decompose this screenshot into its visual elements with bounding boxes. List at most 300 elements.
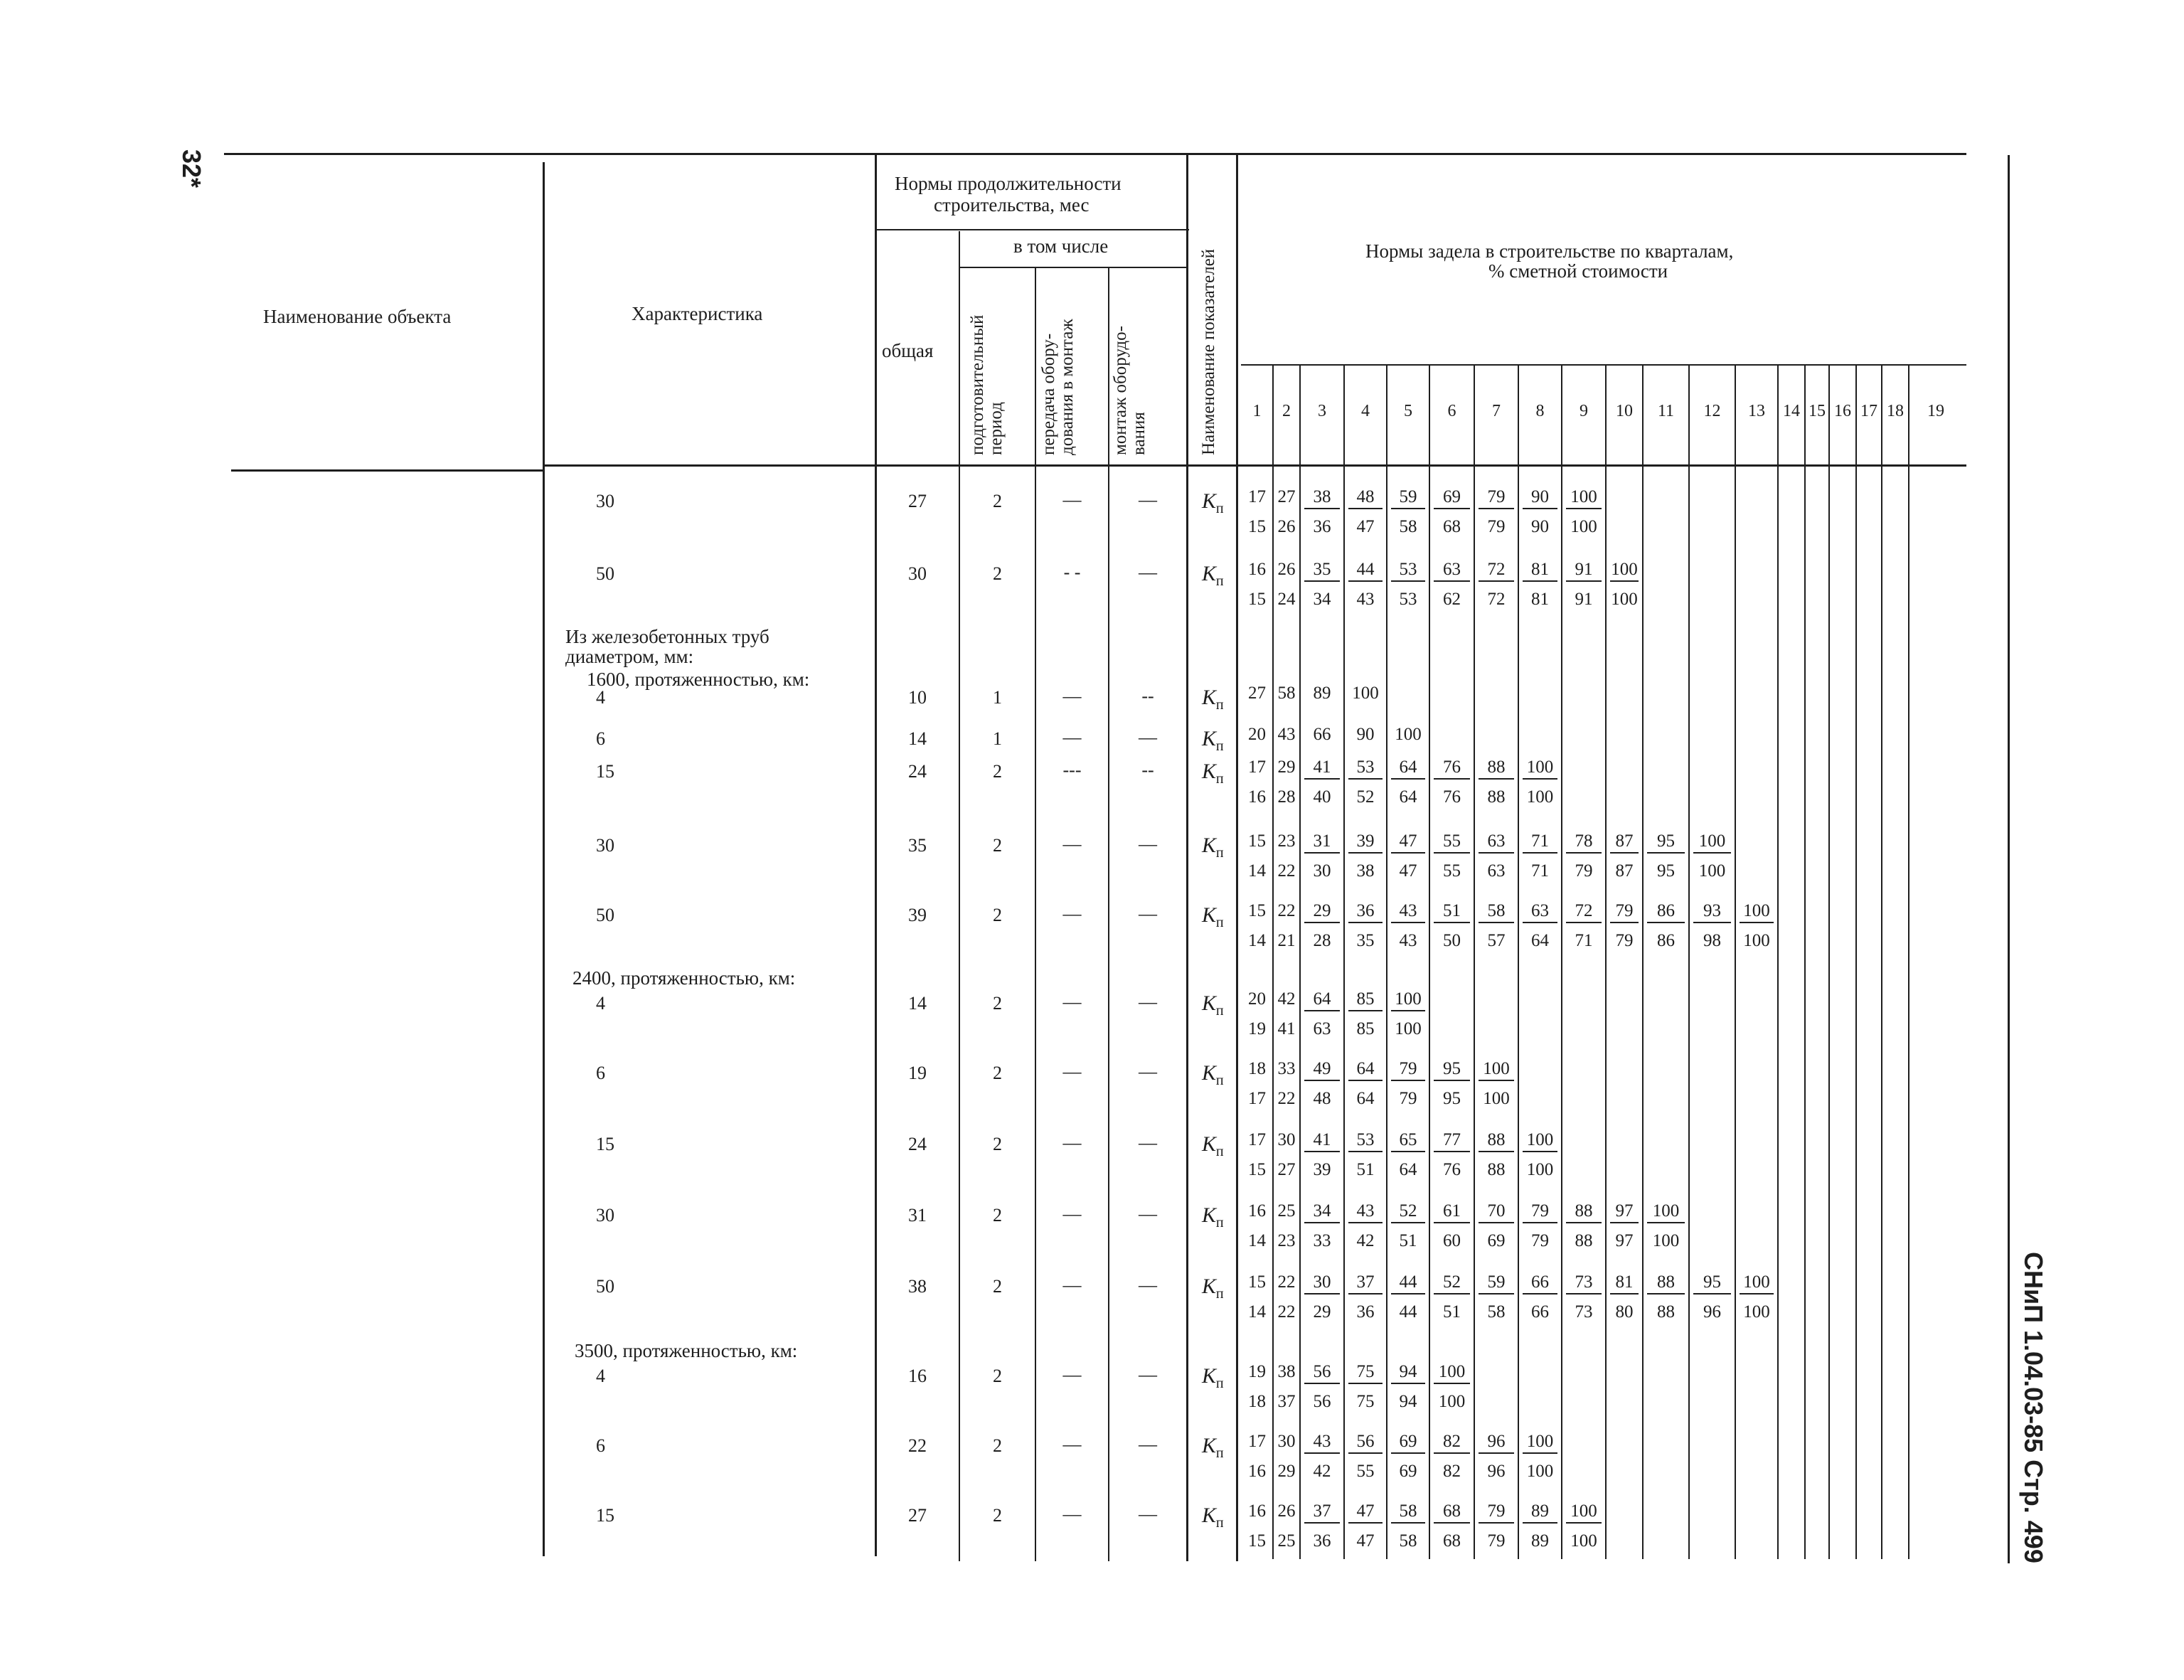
row-total-duration: 24 <box>908 1134 927 1154</box>
backlog-value-top: 39 <box>1356 831 1375 851</box>
backlog-value-bottom: 16 <box>1248 787 1266 807</box>
backlog-value-top: 63 <box>1443 560 1461 579</box>
backlog-value-top: 25 <box>1277 1201 1296 1221</box>
quarter-number: 14 <box>1783 402 1800 420</box>
header-install-line1: монтаж оборудо- <box>1111 326 1130 455</box>
backlog-value-top: 29 <box>1277 757 1296 777</box>
backlog-value-top: 75 <box>1356 1362 1375 1381</box>
backlog-value-top: 95 <box>1657 831 1675 851</box>
row-equip-install: — <box>1139 991 1157 1012</box>
fraction-bar <box>1348 1522 1383 1524</box>
backlog-value-top: 18 <box>1248 1059 1266 1078</box>
indicator-symbol: К <box>1202 1504 1216 1527</box>
row-equip-install: — <box>1139 1364 1157 1385</box>
backlog-value-top: 100 <box>1526 1432 1554 1451</box>
quarter-number: 5 <box>1404 402 1412 420</box>
backlog-value-bottom: 33 <box>1313 1231 1331 1250</box>
backlog-value-bottom: 55 <box>1356 1462 1375 1481</box>
indicator-symbol: К <box>1202 760 1216 783</box>
fraction-bar <box>1523 1522 1557 1524</box>
quarter-col-rule <box>1908 364 1909 1559</box>
fraction-bar <box>1391 778 1425 780</box>
quarter-number: 16 <box>1834 402 1851 420</box>
row-equip-install: — <box>1139 1203 1157 1224</box>
backlog-value-top: 42 <box>1277 989 1296 1009</box>
col-rule-total-left <box>875 155 877 1556</box>
row-characteristic: 30 <box>596 1205 614 1226</box>
backlog-value-top: 43 <box>1313 1432 1331 1451</box>
fraction-bar <box>1610 580 1639 582</box>
fraction-bar <box>1434 1452 1470 1454</box>
row-total-duration: 30 <box>908 563 927 584</box>
backlog-value-bottom: 100 <box>1526 787 1554 807</box>
fraction-bar <box>1304 1080 1340 1081</box>
row-prep-period: 1 <box>993 687 1002 708</box>
backlog-value-bottom: 88 <box>1575 1231 1593 1250</box>
col-rule-indicator-left <box>1186 155 1188 1561</box>
fraction-bar <box>1647 852 1685 854</box>
backlog-value-bottom: 51 <box>1399 1231 1417 1250</box>
backlog-value-top: 43 <box>1356 1201 1375 1221</box>
fraction-bar <box>1304 1222 1340 1223</box>
row-characteristic: 30 <box>596 835 614 856</box>
fraction-bar <box>1479 778 1514 780</box>
backlog-value-bottom: 36 <box>1356 1302 1375 1322</box>
backlog-value-top: 63 <box>1487 831 1506 851</box>
backlog-value-bottom: 52 <box>1356 787 1375 807</box>
fraction-bar <box>1479 580 1514 582</box>
header-prep-line1: подготовительный <box>968 314 987 455</box>
row-equip-install: — <box>1139 1061 1157 1082</box>
backlog-value-bottom: 18 <box>1248 1392 1266 1411</box>
backlog-value-top: 87 <box>1615 831 1634 851</box>
backlog-value-bottom: 68 <box>1443 1531 1461 1551</box>
col-rule-including-bottom <box>959 267 1186 268</box>
backlog-value-top: 100 <box>1698 831 1726 851</box>
row-equip-transfer: — <box>1062 834 1082 854</box>
backlog-value-bottom: 94 <box>1399 1392 1417 1411</box>
backlog-value-top: 43 <box>1277 725 1296 744</box>
backlog-value-top: 86 <box>1657 901 1675 920</box>
backlog-value-top: 58 <box>1277 684 1296 703</box>
fraction-bar <box>1304 1293 1340 1294</box>
backlog-value-bottom: 90 <box>1531 517 1549 536</box>
quarter-col-rule <box>1804 364 1806 1559</box>
backlog-value-bottom: 100 <box>1483 1089 1510 1108</box>
backlog-value-bottom: 47 <box>1399 861 1417 881</box>
backlog-value-bottom: 88 <box>1487 1160 1506 1179</box>
backlog-value-bottom: 34 <box>1313 590 1331 609</box>
indicator-subscript: п <box>1215 573 1224 589</box>
row-equip-install: — <box>1139 834 1157 854</box>
fraction-bar <box>1391 1151 1425 1152</box>
row-equip-transfer: — <box>1062 1061 1082 1082</box>
header-total: общая <box>882 340 934 361</box>
backlog-value-top: 52 <box>1443 1272 1461 1292</box>
backlog-value-bottom: 16 <box>1248 1462 1266 1481</box>
backlog-value-bottom: 100 <box>1526 1462 1554 1481</box>
row-total-duration: 10 <box>908 687 927 708</box>
backlog-value-bottom: 15 <box>1248 590 1266 609</box>
row-characteristic: 50 <box>596 563 614 584</box>
row-equip-transfer: — <box>1062 1275 1082 1295</box>
row-prep-period: 2 <box>993 1435 1002 1456</box>
backlog-value-top: 51 <box>1443 901 1461 920</box>
row-equip-transfer: - - <box>1063 562 1081 583</box>
fraction-bar <box>1348 1080 1383 1081</box>
page-number: 32* <box>177 149 206 188</box>
fraction-bar <box>1610 922 1639 923</box>
fraction-bar <box>1740 922 1774 923</box>
indicator-subscript: п <box>1215 915 1224 930</box>
backlog-value-top: 88 <box>1657 1272 1675 1292</box>
header-including: в том числе <box>1013 235 1109 257</box>
backlog-value-top: 15 <box>1248 831 1266 851</box>
backlog-value-top: 15 <box>1248 1272 1266 1292</box>
fraction-bar <box>1391 1222 1425 1223</box>
backlog-value-top: 22 <box>1277 901 1296 920</box>
indicator-symbol: К <box>1202 1434 1216 1457</box>
fraction-bar <box>1523 1222 1557 1223</box>
fraction-bar <box>1434 852 1470 854</box>
backlog-value-top: 100 <box>1570 487 1597 506</box>
row-total-duration: 19 <box>908 1063 927 1083</box>
indicator-subscript: п <box>1215 1215 1224 1230</box>
fraction-bar <box>1304 1151 1340 1152</box>
quarter-number: 13 <box>1748 402 1765 420</box>
backlog-value-top: 48 <box>1356 487 1375 506</box>
backlog-value-top: 100 <box>1352 684 1379 703</box>
quarter-col-rule <box>1828 364 1830 1559</box>
backlog-value-top: 56 <box>1313 1362 1331 1381</box>
row-characteristic: 50 <box>596 1276 614 1297</box>
backlog-value-bottom: 41 <box>1277 1019 1296 1038</box>
fraction-bar <box>1566 508 1602 509</box>
backlog-value-top: 27 <box>1277 487 1296 506</box>
fraction-bar <box>1434 1222 1470 1223</box>
indicator-subscript: п <box>1215 501 1224 516</box>
backlog-value-bottom: 64 <box>1399 787 1417 807</box>
fraction-bar <box>1304 778 1340 780</box>
backlog-value-bottom: 14 <box>1248 931 1266 950</box>
backlog-value-bottom: 71 <box>1575 931 1593 950</box>
quarter-col-rule <box>1642 364 1644 1559</box>
backlog-value-top: 64 <box>1313 989 1331 1009</box>
backlog-value-top: 58 <box>1487 901 1506 920</box>
backlog-value-bottom: 17 <box>1248 1089 1266 1108</box>
fraction-bar <box>1348 1452 1383 1454</box>
backlog-value-bottom: 95 <box>1657 861 1675 881</box>
row-prep-period: 2 <box>993 1366 1002 1386</box>
backlog-value-bottom: 87 <box>1615 861 1634 881</box>
backlog-value-top: 43 <box>1399 901 1417 920</box>
indicator-symbol: К <box>1202 1364 1216 1388</box>
backlog-value-top: 100 <box>1395 989 1422 1009</box>
header-transfer-line2: дования в монтаж <box>1058 319 1077 455</box>
backlog-value-bottom: 97 <box>1615 1231 1634 1250</box>
backlog-value-top: 89 <box>1531 1501 1549 1521</box>
backlog-value-bottom: 42 <box>1313 1462 1331 1481</box>
indicator-subscript: п <box>1215 1376 1224 1391</box>
fraction-bar <box>1523 1452 1557 1454</box>
backlog-value-top: 38 <box>1313 487 1331 506</box>
row-equip-install: — <box>1139 727 1157 748</box>
backlog-value-bottom: 15 <box>1248 517 1266 536</box>
backlog-value-top: 30 <box>1313 1272 1331 1292</box>
backlog-value-bottom: 63 <box>1487 861 1506 881</box>
backlog-value-top: 56 <box>1356 1432 1375 1451</box>
indicator-subscript: п <box>1215 1515 1224 1531</box>
quarter-number: 17 <box>1860 402 1877 420</box>
fraction-bar <box>1523 922 1557 923</box>
backlog-value-top: 20 <box>1248 989 1266 1009</box>
backlog-value-top: 37 <box>1356 1272 1375 1292</box>
backlog-value-top: 44 <box>1399 1272 1417 1292</box>
backlog-value-bottom: 22 <box>1277 1089 1296 1108</box>
backlog-value-top: 52 <box>1399 1201 1417 1221</box>
fraction-bar <box>1434 778 1470 780</box>
indicator-subscript: п <box>1215 1073 1224 1088</box>
fraction-bar <box>1566 580 1602 582</box>
fraction-bar <box>1348 778 1383 780</box>
fraction-bar <box>1391 580 1425 582</box>
backlog-value-bottom: 57 <box>1487 931 1506 950</box>
row-equip-transfer: — <box>1062 991 1082 1012</box>
backlog-value-top: 41 <box>1313 757 1331 777</box>
fraction-bar <box>1434 1293 1470 1294</box>
fraction-bar <box>1304 1452 1340 1454</box>
col-rule-quarters-left <box>1236 155 1238 1561</box>
row-characteristic: 6 <box>596 1435 605 1456</box>
backlog-value-top: 88 <box>1575 1201 1593 1221</box>
quarter-col-rule <box>1518 364 1519 1559</box>
fraction-bar <box>1523 852 1557 854</box>
row-indicator <box>1202 563 1224 588</box>
indicator-subscript: п <box>1215 771 1224 787</box>
backlog-value-top: 66 <box>1313 725 1331 744</box>
backlog-value-bottom: 29 <box>1313 1302 1331 1322</box>
row-equip-install: — <box>1139 489 1157 510</box>
quarter-col-rule <box>1735 364 1736 1559</box>
backlog-value-bottom: 76 <box>1443 787 1461 807</box>
backlog-value-top: 33 <box>1277 1059 1296 1078</box>
fraction-bar <box>1348 1383 1383 1384</box>
header-prep-period <box>969 315 1006 455</box>
backlog-value-bottom: 100 <box>1438 1392 1466 1411</box>
backlog-value-bottom: 14 <box>1248 861 1266 881</box>
backlog-value-bottom: 43 <box>1399 931 1417 950</box>
quarter-number: 6 <box>1447 402 1456 420</box>
quarter-number: 1 <box>1252 402 1262 420</box>
indicator-symbol: К <box>1202 562 1216 585</box>
section-label: 1600, протяженностью, км: <box>587 669 810 690</box>
backlog-value-top: 65 <box>1399 1130 1417 1149</box>
backlog-value-bottom: 48 <box>1313 1089 1331 1108</box>
backlog-value-bottom: 22 <box>1277 861 1296 881</box>
row-equip-install: — <box>1139 1504 1157 1524</box>
backlog-value-bottom: 100 <box>1570 517 1597 536</box>
row-total-duration: 39 <box>908 905 927 925</box>
backlog-value-bottom: 15 <box>1248 1531 1266 1551</box>
backlog-value-bottom: 25 <box>1277 1531 1296 1551</box>
indicator-subscript: п <box>1215 1286 1224 1302</box>
backlog-value-bottom: 72 <box>1487 590 1506 609</box>
backlog-value-top: 79 <box>1615 901 1634 920</box>
fraction-bar <box>1348 580 1383 582</box>
backlog-value-top: 63 <box>1531 901 1549 920</box>
backlog-value-top: 89 <box>1313 684 1331 703</box>
header-equip-install <box>1112 326 1149 455</box>
header-bottom-rule-left <box>231 469 544 472</box>
fraction-bar <box>1523 508 1557 509</box>
row-indicator <box>1202 687 1224 712</box>
backlog-value-top: 70 <box>1487 1201 1506 1221</box>
backlog-value-top: 38 <box>1277 1362 1296 1381</box>
backlog-value-top: 79 <box>1487 487 1506 506</box>
backlog-value-top: 72 <box>1575 901 1593 920</box>
backlog-value-top: 79 <box>1399 1059 1417 1078</box>
backlog-value-top: 90 <box>1531 487 1549 506</box>
backlog-value-bottom: 50 <box>1443 931 1461 950</box>
row-characteristic: 15 <box>596 1134 614 1154</box>
fraction-bar <box>1391 508 1425 509</box>
backlog-value-bottom: 95 <box>1443 1089 1461 1108</box>
fraction-bar <box>1610 1293 1639 1294</box>
row-total-duration: 27 <box>908 1505 927 1526</box>
row-equip-install: — <box>1139 1275 1157 1295</box>
fraction-bar <box>1647 1222 1685 1223</box>
backlog-value-top: 17 <box>1248 487 1266 506</box>
backlog-value-bottom: 79 <box>1487 1531 1506 1551</box>
row-equip-install: — <box>1139 1434 1157 1455</box>
quarter-number: 10 <box>1616 402 1633 420</box>
row-total-duration: 24 <box>908 761 927 782</box>
backlog-value-top: 53 <box>1356 1130 1375 1149</box>
header-backlog-line2: % сметной стоимости <box>1488 260 1668 282</box>
row-indicator <box>1202 1063 1224 1088</box>
fraction-bar <box>1693 1293 1731 1294</box>
section-label: 2400, протяженностью, км: <box>572 967 796 989</box>
backlog-value-top: 76 <box>1443 757 1461 777</box>
backlog-value-top: 37 <box>1313 1501 1331 1521</box>
fraction-bar <box>1434 580 1470 582</box>
backlog-value-top: 59 <box>1487 1272 1506 1292</box>
row-equip-transfer: --- <box>1062 760 1082 780</box>
row-characteristic: 15 <box>596 1505 614 1526</box>
fraction-bar <box>1693 922 1731 923</box>
fraction-bar <box>1348 922 1383 923</box>
backlog-value-bottom: 79 <box>1575 861 1593 881</box>
header-indicator-name: Наименование показателей <box>1199 248 1218 455</box>
fraction-bar <box>1479 508 1514 509</box>
backlog-value-top: 90 <box>1356 725 1375 744</box>
row-equip-install: -- <box>1141 760 1154 780</box>
fraction-bar <box>1348 1293 1383 1294</box>
fraction-bar <box>1304 1010 1340 1011</box>
row-prep-period: 2 <box>993 1276 1002 1297</box>
fraction-bar <box>1479 852 1514 854</box>
fraction-bar <box>1391 1293 1425 1294</box>
row-equip-install: -- <box>1141 686 1154 706</box>
document-reference: СНиП 1.04.03-85 Стр. 499 <box>2019 1252 2048 1563</box>
backlog-value-bottom: 38 <box>1356 861 1375 881</box>
row-prep-period: 2 <box>993 993 1002 1014</box>
backlog-value-top: 47 <box>1399 831 1417 851</box>
row-prep-period: 2 <box>993 1134 1002 1154</box>
backlog-value-bottom: 85 <box>1356 1019 1375 1038</box>
row-indicator <box>1202 728 1224 753</box>
row-equip-transfer: — <box>1062 489 1082 510</box>
fraction-bar <box>1566 1293 1602 1294</box>
header-equip-transfer <box>1040 319 1077 455</box>
backlog-value-bottom: 68 <box>1443 517 1461 536</box>
row-characteristic: 4 <box>596 687 605 708</box>
indicator-subscript: п <box>1215 697 1224 713</box>
backlog-value-top: 100 <box>1526 1130 1554 1149</box>
quarters-header-rule <box>1241 364 1966 366</box>
row-prep-period: 2 <box>993 905 1002 925</box>
backlog-value-top: 69 <box>1443 487 1461 506</box>
indicator-subscript: п <box>1215 738 1224 754</box>
backlog-value-top: 19 <box>1248 1362 1266 1381</box>
header-characteristic: Характеристика <box>632 303 763 324</box>
fraction-bar <box>1391 1010 1425 1011</box>
row-indicator <box>1202 993 1224 1018</box>
row-characteristic: 4 <box>596 1366 605 1386</box>
backlog-value-bottom: 44 <box>1399 1302 1417 1322</box>
backlog-value-top: 53 <box>1399 560 1417 579</box>
backlog-value-bottom: 100 <box>1652 1231 1680 1250</box>
backlog-value-bottom: 88 <box>1657 1302 1675 1322</box>
row-indicator <box>1202 1205 1224 1230</box>
backlog-value-top: 100 <box>1743 1272 1770 1292</box>
fraction-bar <box>1391 1522 1425 1524</box>
row-indicator <box>1202 761 1224 786</box>
fraction-bar <box>1304 922 1340 923</box>
fraction-bar <box>1304 1383 1340 1384</box>
row-equip-transfer: — <box>1062 1132 1082 1153</box>
backlog-value-top: 47 <box>1356 1501 1375 1521</box>
backlog-value-top: 81 <box>1615 1272 1634 1292</box>
fraction-bar <box>1348 1151 1383 1152</box>
backlog-value-top: 35 <box>1313 560 1331 579</box>
backlog-value-top: 55 <box>1443 831 1461 851</box>
backlog-value-bottom: 63 <box>1313 1019 1331 1038</box>
indicator-symbol: К <box>1202 1203 1216 1227</box>
backlog-value-top: 100 <box>1611 560 1638 579</box>
fraction-bar <box>1434 1522 1470 1524</box>
row-equip-transfer: — <box>1062 1203 1082 1224</box>
backlog-value-bottom: 80 <box>1615 1302 1634 1322</box>
quarter-number: 12 <box>1703 402 1721 420</box>
row-total-duration: 22 <box>908 1435 927 1456</box>
fraction-bar <box>1740 1293 1774 1294</box>
backlog-value-top: 23 <box>1277 831 1296 851</box>
backlog-value-bottom: 27 <box>1277 1160 1296 1179</box>
backlog-value-top: 34 <box>1313 1201 1331 1221</box>
fraction-bar <box>1348 852 1383 854</box>
backlog-value-top: 53 <box>1356 757 1375 777</box>
header-install-line2: вания <box>1129 412 1149 455</box>
backlog-value-top: 95 <box>1703 1272 1721 1292</box>
backlog-value-bottom: 47 <box>1356 1531 1375 1551</box>
backlog-value-bottom: 100 <box>1611 590 1638 609</box>
backlog-value-top: 61 <box>1443 1201 1461 1221</box>
backlog-value-bottom: 29 <box>1277 1462 1296 1481</box>
section-label: диаметром, мм: <box>565 646 694 667</box>
backlog-value-top: 88 <box>1487 757 1506 777</box>
fraction-bar <box>1610 1222 1639 1223</box>
